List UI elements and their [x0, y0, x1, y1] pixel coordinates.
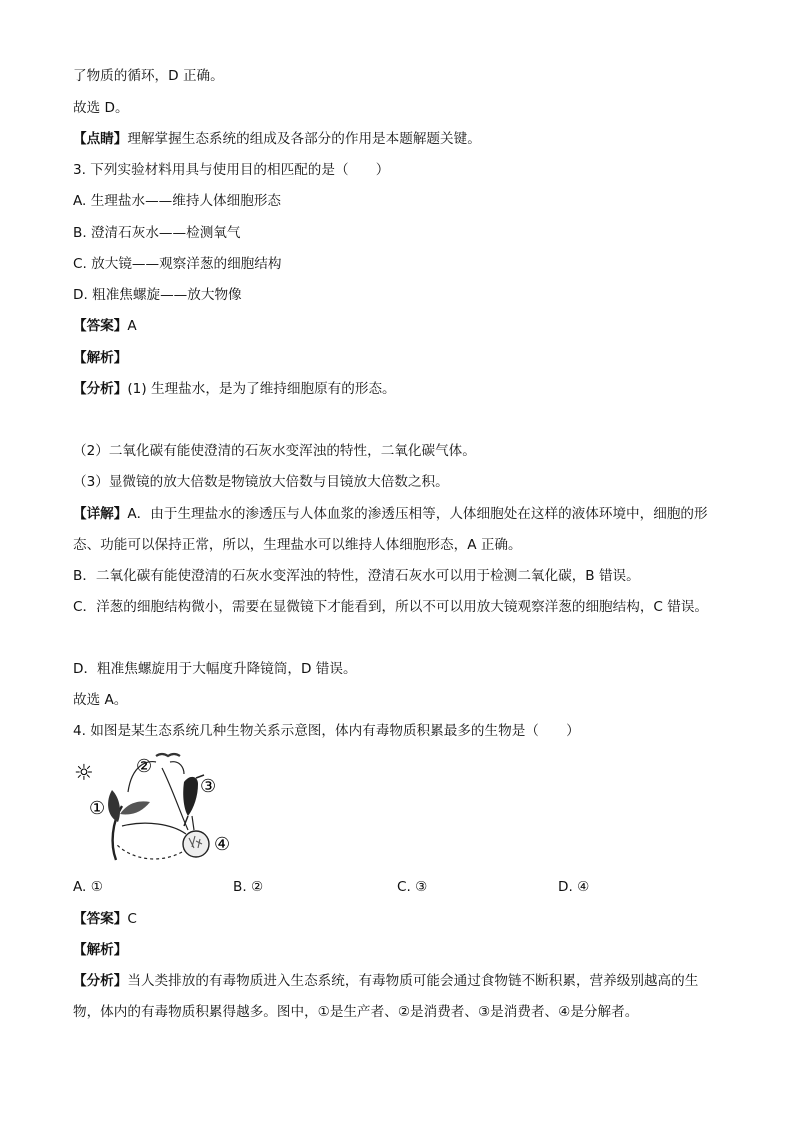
option-3b: B. 澄清石灰水——检测氧气	[73, 225, 241, 241]
answer-value: C	[127, 911, 137, 927]
option-4d: D. ④	[558, 879, 590, 895]
answer-value: A	[127, 318, 137, 334]
option-4b: B. ②	[233, 879, 264, 895]
text-line: 故选 D。	[73, 100, 129, 116]
text-para: C．洋葱的细胞结构微小，需要在显微镜下才能看到，所以不可以用放大镜观察洋葱的细胞结构，C 错误。	[73, 599, 709, 615]
text-line: B．二氧化碳有能使澄清的石灰水变浑浊的特性，澄清石灰水可以用于检测二氧化碳，B 错误。	[73, 568, 640, 584]
xiangjie-text: A．由于生理盐水的渗透压与人体血浆的渗透压相等，人体细胞处在这样的液体环境中，细胞的形态、功能可以保持正常，所以，生理盐水可以维持人体细胞形态，A 正确。	[73, 506, 708, 553]
text-line: 故选 A。	[73, 692, 128, 708]
label-1: ①	[89, 798, 106, 819]
option-4c: C. ③	[397, 879, 428, 895]
arrow-1-to-4	[122, 823, 186, 834]
fenxi-text: (1) 生理盐水，是为了维持细胞原有的形态。	[127, 381, 396, 397]
option-3a: A. 生理盐水——维持人体细胞形态	[73, 193, 282, 209]
arrow-2-to-3	[170, 762, 184, 774]
jiexi-heading: 【解析】	[73, 350, 128, 366]
decomposer-icon	[183, 831, 209, 857]
text-line: （2）二氧化碳有能使澄清的石灰水变浑浊的特性，二氧化碳气体。	[73, 443, 476, 459]
caterpillar-icon	[156, 754, 180, 756]
ecosystem-diagram	[72, 752, 242, 867]
dianjing-tag: 【点睛】	[73, 131, 128, 147]
fenxi-text: 当人类排放的有毒物质进入生态系统，有毒物质可能会通过食物链不断积累，营养级别越高的生物，体内的有毒物质积累得越多。图中，①是生产者、②是消费者、③是消费者、④是分解者。	[73, 973, 699, 1020]
fenxi-para	[73, 966, 718, 1028]
arrow-3-to-4	[192, 816, 194, 830]
answer-tag: 【答案】	[73, 911, 128, 927]
question-4: 4. 如图是某生态系统几种生物关系示意图，体内有毒物质积累最多的生物是（ ）	[73, 723, 580, 739]
xiangjie-tag: 【详解】	[73, 506, 128, 522]
answer-tag: 【答案】	[73, 318, 128, 334]
answer-3	[73, 316, 137, 336]
dianjing-text: 理解掌握生态系统的组成及各部分的作用是本题解题关键。	[127, 131, 481, 147]
answer-4	[73, 909, 137, 929]
fenxi-tag: 【分析】	[73, 381, 128, 397]
label-3: ③	[200, 776, 217, 797]
xiangjie-para	[73, 499, 718, 561]
text-line: 了物质的循环，D 正确。	[73, 68, 224, 84]
arrow-4-to-1-dashed	[116, 844, 182, 859]
sun-icon: ☼	[74, 761, 94, 786]
jiexi-heading: 【解析】	[73, 942, 128, 958]
option-3c: C. 放大镜——观察洋葱的细胞结构	[73, 256, 282, 272]
label-4: ④	[214, 834, 231, 855]
fenxi-line	[73, 379, 396, 399]
option-3d: D. 粗准焦螺旋——放大物像	[73, 287, 242, 303]
dianjing-line	[73, 129, 481, 149]
text-line: D．粗准焦螺旋用于大幅度升降镜筒，D 错误。	[73, 661, 357, 677]
label-2: ②	[136, 756, 153, 777]
text-line: （3）显微镜的放大倍数是物镜放大倍数与目镜放大倍数之积。	[73, 474, 449, 490]
option-4a: A. ①	[73, 879, 103, 895]
fenxi-tag: 【分析】	[73, 973, 128, 989]
question-3: 3. 下列实验材料用具与使用目的相匹配的是（ ）	[73, 162, 390, 178]
